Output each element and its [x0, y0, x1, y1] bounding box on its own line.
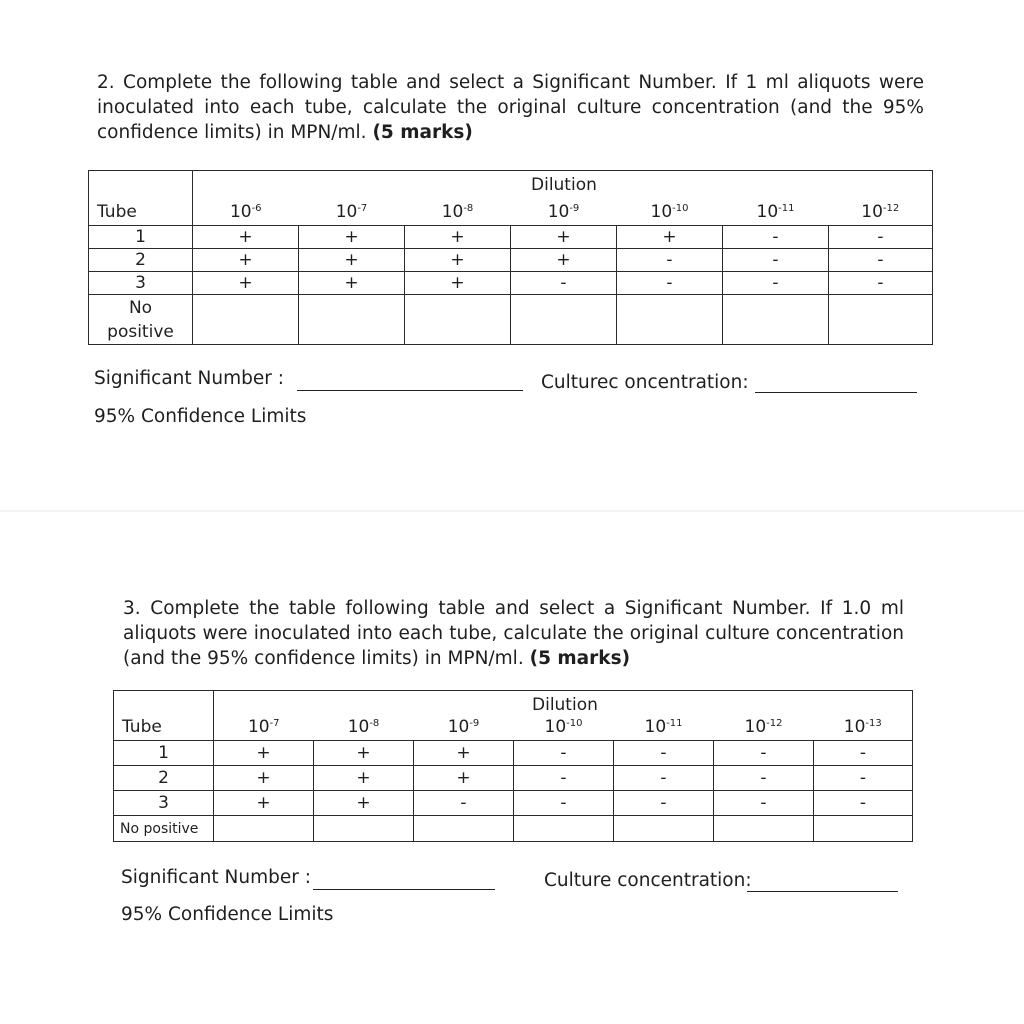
q2-no-positive-row: [89, 295, 933, 345]
q2-no-positive-input[interactable]: [299, 295, 405, 345]
table-row: [89, 272, 933, 295]
q2-tube-3-label: 3: [89, 272, 193, 295]
q3-cell: -: [614, 741, 714, 766]
q2-cell: -: [723, 249, 829, 272]
table-row: [114, 766, 913, 791]
question-2-marks: (5 marks): [372, 122, 473, 143]
q3-dilution-title: Dilution: [532, 695, 598, 715]
q3-cell: -: [814, 766, 913, 791]
question-3-text: 3. Complete the table following table and select a Significant Number. If 1.0 ml aliquots were inoculated into each tube, calculate the original culture concentration (and the 95% confidence limits) in MPN/ml.: [123, 598, 904, 669]
q3-cell: +: [314, 741, 414, 766]
q2-cell: +: [299, 249, 405, 272]
q3-no-positive-input[interactable]: [414, 816, 514, 842]
q2-dilution-col-7: $10^{-12}$: [829, 171, 933, 226]
q3-cell: -: [714, 791, 814, 816]
q3-cell: -: [614, 791, 714, 816]
q2-cell: -: [511, 272, 617, 295]
table-row: [114, 791, 913, 816]
q3-cell: +: [214, 741, 314, 766]
q2-significant-number-label: Significant Number :: [94, 368, 284, 389]
q2-no-positive-input[interactable]: [511, 295, 617, 345]
q3-significant-number-label: Significant Number :: [121, 867, 311, 888]
q3-cell: +: [414, 741, 514, 766]
q3-tube-3-label: 3: [114, 791, 214, 816]
question-3-prompt: [123, 596, 904, 671]
q3-tube-header: Tube: [114, 691, 214, 741]
q2-culture-concentration-blank[interactable]: [755, 392, 917, 393]
q3-cell: -: [514, 741, 614, 766]
q3-significant-number-blank[interactable]: [313, 889, 495, 890]
q3-cell: -: [814, 791, 913, 816]
q2-no-positive-input[interactable]: [405, 295, 511, 345]
q3-cell: +: [214, 791, 314, 816]
q2-cell: -: [723, 272, 829, 295]
q2-tube-2-label: 2: [89, 249, 193, 272]
q2-cell: -: [617, 249, 723, 272]
q3-culture-concentration-blank[interactable]: [747, 891, 898, 892]
q2-cell: +: [617, 226, 723, 249]
q3-cell: +: [314, 791, 414, 816]
q3-cell: -: [814, 741, 913, 766]
q2-no-positive-label: No positive: [89, 295, 193, 345]
q3-culture-concentration-label: Culture concentration:: [544, 870, 752, 891]
q3-mpn-table: [113, 690, 913, 842]
q3-cell: -: [514, 766, 614, 791]
q2-cell: +: [405, 226, 511, 249]
q3-cell: -: [714, 741, 814, 766]
q3-no-positive-input[interactable]: [514, 816, 614, 842]
q2-no-positive-input[interactable]: [617, 295, 723, 345]
q2-tube-header: Tube: [89, 171, 193, 226]
q3-cell: +: [414, 766, 514, 791]
q3-no-positive-input[interactable]: [714, 816, 814, 842]
q2-cell: +: [299, 272, 405, 295]
q2-cell: +: [405, 249, 511, 272]
q3-no-positive-label: No positive: [114, 816, 214, 842]
q2-dilution-col-3: $10^{-8}$: [405, 171, 511, 226]
q2-dilution-col-5: $10^{-10}$: [617, 171, 723, 226]
q3-dilution-col-5: $10^{-11}$: [614, 691, 714, 741]
q2-cell: +: [511, 249, 617, 272]
q2-dilution-col-1: $10^{-6}$: [193, 171, 299, 226]
q3-no-positive-input[interactable]: [314, 816, 414, 842]
q3-dilution-col-6: $10^{-12}$: [714, 691, 814, 741]
q3-tube-2-label: 2: [114, 766, 214, 791]
q2-no-positive-input[interactable]: [723, 295, 829, 345]
q3-cell: -: [714, 766, 814, 791]
q2-cell: -: [829, 272, 933, 295]
table-row: [89, 226, 933, 249]
q2-cell: -: [829, 249, 933, 272]
q2-cell: -: [617, 272, 723, 295]
q3-no-positive-input[interactable]: [614, 816, 714, 842]
q2-cell: +: [405, 272, 511, 295]
q2-confidence-limits-label: 95% Confidence Limits: [94, 406, 307, 427]
question-2-text: 2. Complete the following table and select a Significant Number. If 1 ml aliquots were inoculated into each tube, calculate the original culture concentration (and the 95% confidence limits) in MPN/ml.: [97, 72, 924, 143]
q2-tube-1-label: 1: [89, 226, 193, 249]
q3-cell: +: [314, 766, 414, 791]
question-3-marks: (5 marks): [529, 648, 631, 669]
q3-dilution-col-7: $10^{-13}$: [814, 691, 913, 741]
q2-cell: +: [299, 226, 405, 249]
q2-mpn-table: [88, 170, 933, 345]
table-row: [114, 741, 913, 766]
q3-cell: -: [614, 766, 714, 791]
q3-dilution-col-2: $10^{-8}$: [314, 691, 414, 741]
q3-dilution-col-4: $10^{-10}$: [514, 691, 614, 741]
q2-dilution-title: Dilution: [531, 175, 597, 195]
q2-cell: +: [193, 226, 299, 249]
q2-dilution-col-6: $10^{-11}$: [723, 171, 829, 226]
q3-cell: +: [214, 766, 314, 791]
q2-header-row: [89, 171, 933, 226]
q2-cell: -: [829, 226, 933, 249]
page-divider: [0, 510, 1024, 512]
q2-significant-number-blank[interactable]: [297, 390, 523, 391]
q3-no-positive-input[interactable]: [214, 816, 314, 842]
question-2-prompt: [97, 70, 924, 145]
q3-dilution-col-3: $10^{-9}$: [414, 691, 514, 741]
q3-header-row: [114, 691, 913, 741]
table-row: [89, 249, 933, 272]
q2-dilution-col-4: $10^{-9}$: [511, 171, 617, 226]
q2-no-positive-input[interactable]: [193, 295, 299, 345]
q2-cell: +: [193, 249, 299, 272]
q2-cell: +: [193, 272, 299, 295]
q2-cell: -: [723, 226, 829, 249]
q2-no-positive-input[interactable]: [829, 295, 933, 345]
q2-dilution-col-2: $10^{-7}$: [299, 171, 405, 226]
q3-confidence-limits-label: 95% Confidence Limits: [121, 904, 334, 925]
q3-tube-1-label: 1: [114, 741, 214, 766]
q2-culture-concentration-label: Culturec oncentration:: [541, 372, 749, 393]
q2-cell: +: [511, 226, 617, 249]
q3-cell: -: [514, 791, 614, 816]
q3-no-positive-input[interactable]: [814, 816, 913, 842]
q3-cell: -: [414, 791, 514, 816]
q3-no-positive-row: [114, 816, 913, 842]
q3-dilution-col-1: $10^{-7}$: [214, 691, 314, 741]
